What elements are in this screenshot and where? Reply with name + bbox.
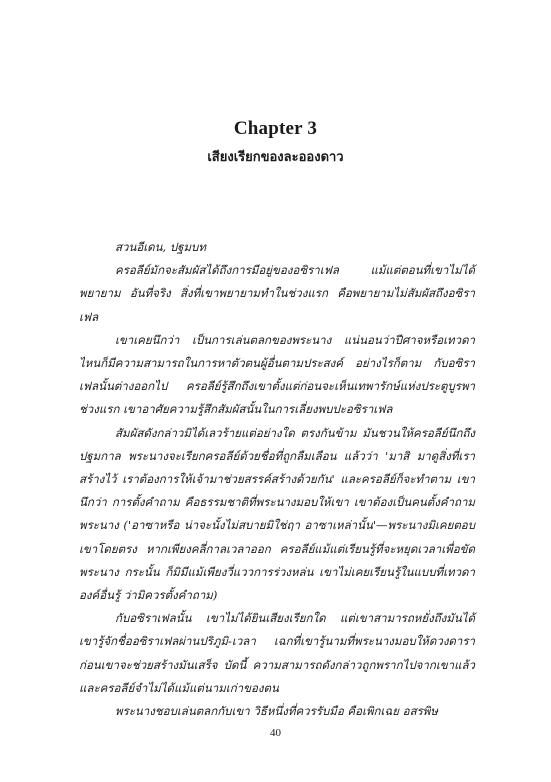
paragraph: พระนางชอบเล่นตลกกับเขา วิธีหนึ่งที่ควรรับมือ คือเพิกเฉย อสรพิษ xyxy=(115,704,438,719)
paragraph: เขาเคยนึกว่า เป็นการเล่นตลกของพระนาง แน่นอนว่าปีศาจหรือเทวดาไหนก็มีความสามารถในการหาตัวตนผู้อื่นตามประสงค์ อย่างไรก็ตาม กับอซิราเฟลนั้นต่างออกไป ครอลีย์รู้สึกถึงเขาตั้งแต่ก่อนจะเห็นเทพารักษ์แห่งประตูบูรพา ช่วงแรก เขาอาศัยความรู้สึกสัมผัสนั้นในการเลี่ยงพบปะอซิราเฟล xyxy=(79,332,475,417)
page-number: 40 xyxy=(270,727,281,739)
paragraph: กับอซิราเฟลนั้น เขาไม่ได้ยินเสียงเรียกใด แต่เขาสามารถหยั่งถึงมันได้ เขารู้จักชื่ออซิราเฟลผ่านปริภูมิ-เวลา เฉกที่เขารู้นามที่พระนางมอบให้ดวงดาราก่อนเขาจะช่วยสร้างมันเสร็จ บัดนี้ ความสามารถดังกล่าวถูกพรากไปจากเขาแล้ว และครอลีย์จำไม่ได้แม้แต่นามเก่าของตน xyxy=(79,611,475,695)
paragraph: ครอลีย์มักจะสัมผัสได้ถึงการมีอยู่ของอซิราเฟล แม้แต่ตอนที่เขาไม่ได้พยายาม อันที่จริง สิ่งที่เขาพยายามทำในช่วงแรก คือพยายามไม่สัมผัสถึงอซิราเฟล xyxy=(79,263,475,324)
chapter-subtitle: เสียงเรียกของละอองดาว xyxy=(207,150,344,165)
scene-heading: สวนอีเดน, ปฐมบท xyxy=(115,240,206,254)
chapter-title: Chapter 3 xyxy=(233,118,318,139)
body-text xyxy=(79,236,475,723)
paragraph: สัมผัสดังกล่าวมิได้เลวร้ายแต่อย่างใด ตรงกันข้าม มันชวนให้ครอลีย์นึกถึงปฐมกาล พระนางจะเรียกครอลีย์ด้วยชื่อที่ถูกลืมเลือน แล้วว่า 'มาสิ มาดูสิ่งที่เราสร้างไว้ เราต้องการให้เจ้ามาช่วยสรรค์สร้างด้วยกัน' และครอลีย์ก็จะทำตาม เขานึกว่า การตั้งคำถาม คือธรรมชาติที่พระนางมอบให้เขา เขาต้องเป็นคนตั้งคำถามพระนาง ('อาซาหรือ น่าจะนั้งไม่สบายมิใช่ฤา อาซาเหล่านั้น'—พระนางมิเคยตอบเขาโดยตรง หากเพียงคลี่กาลเวลาออก ครอลีย์แม้แต่เรียนรู้ที่จะหยุดเวลาเพื่อขัดพระนาง กระนั้น ก็มิมีแม้เพียงวี่แววการร่วงหล่น เขาไม่เคยเรียนรู้ในแบบที่เทวดาองค์อื่นรู้ ว่ามิควรตั้งคำถาม) xyxy=(79,425,475,603)
